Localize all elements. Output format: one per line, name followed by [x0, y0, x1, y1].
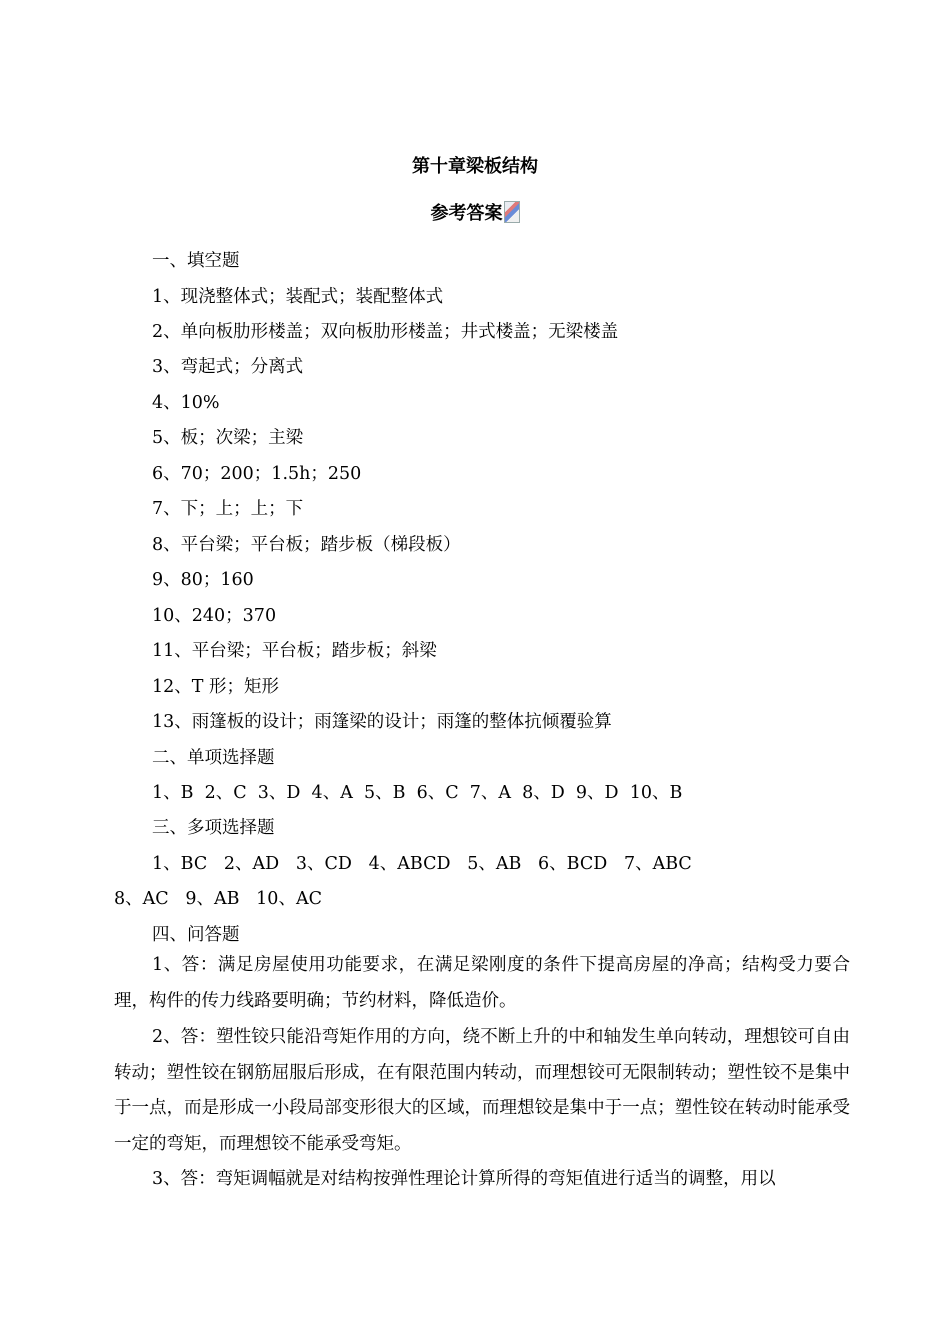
broken-image-icon	[504, 201, 520, 223]
answer-line: 1、现浇整体式；装配式；装配整体式	[152, 287, 444, 307]
answer-line: 2、单向板肋形楼盖；双向板肋形楼盖；井式楼盖；无梁楼盖	[152, 322, 619, 342]
section-heading-fill-blank: 一、填空题	[152, 251, 240, 271]
multi-choice-answers-line-1: 1、BC 2、AD 3、CD 4、ABCD 5、AB 6、BCD 7、ABC	[152, 854, 692, 874]
page-subtitle: 参考答案	[0, 199, 950, 225]
answer-line: 9、80；160	[152, 570, 254, 590]
answer-line: 12、T 形；矩形	[152, 677, 280, 697]
section-heading-multi-choice: 三、多项选择题	[152, 818, 275, 838]
answer-line: 6、70；200；1.5h；250	[152, 464, 362, 484]
qa-answer-paragraph: 1、答：满足房屋使用功能要求，在满足梁刚度的条件下提高房屋的净高；结构受力要合理，构件的传力线路要明确；节约材料，降低造价。	[114, 955, 850, 1011]
section-heading-single-choice: 二、单项选择题	[152, 748, 275, 768]
answer-line: 10、240；370	[152, 606, 277, 626]
answer-line: 11、平台梁；平台板；踏步板；斜梁	[152, 641, 437, 661]
section-heading-qa: 四、问答题	[152, 925, 240, 945]
answer-line: 4、10%	[152, 393, 220, 413]
answer-line: 5、板；次梁；主梁	[152, 428, 304, 448]
answer-line: 13、雨篷板的设计；雨篷梁的设计；雨篷的整体抗倾覆验算	[152, 712, 612, 732]
single-choice-answers: 1、B 2、C 3、D 4、A 5、B 6、C 7、A 8、D 9、D 10、B	[152, 783, 683, 803]
answer-line: 3、弯起式；分离式	[152, 357, 304, 377]
multi-choice-answers-line-2: 8、AC 9、AB 10、AC	[114, 889, 322, 909]
qa-answer-paragraph: 3、答：弯矩调幅就是对结构按弹性理论计算所得的弯矩值进行适当的调整，用以	[152, 1169, 776, 1189]
page-title: 第十章梁板结构	[412, 156, 538, 177]
answer-line: 8、平台梁；平台板；踏步板（梯段板）	[152, 535, 461, 555]
answer-line: 7、下；上；上；下	[152, 499, 304, 519]
qa-answer-paragraph: 2、答：塑性铰只能沿弯矩作用的方向，绕不断上升的中和轴发生单向转动，理想铰可自由转动；塑性铰在钢筋屈服后形成，在有限范围内转动，而理想铰可无限制转动；塑性铰不是集中于一点，而是形成一小段局部变形很大的区域，而理想铰是集中于一点；塑性铰在转动时能承受一定的弯矩，而理想铰不能承受弯矩。	[114, 1027, 850, 1154]
